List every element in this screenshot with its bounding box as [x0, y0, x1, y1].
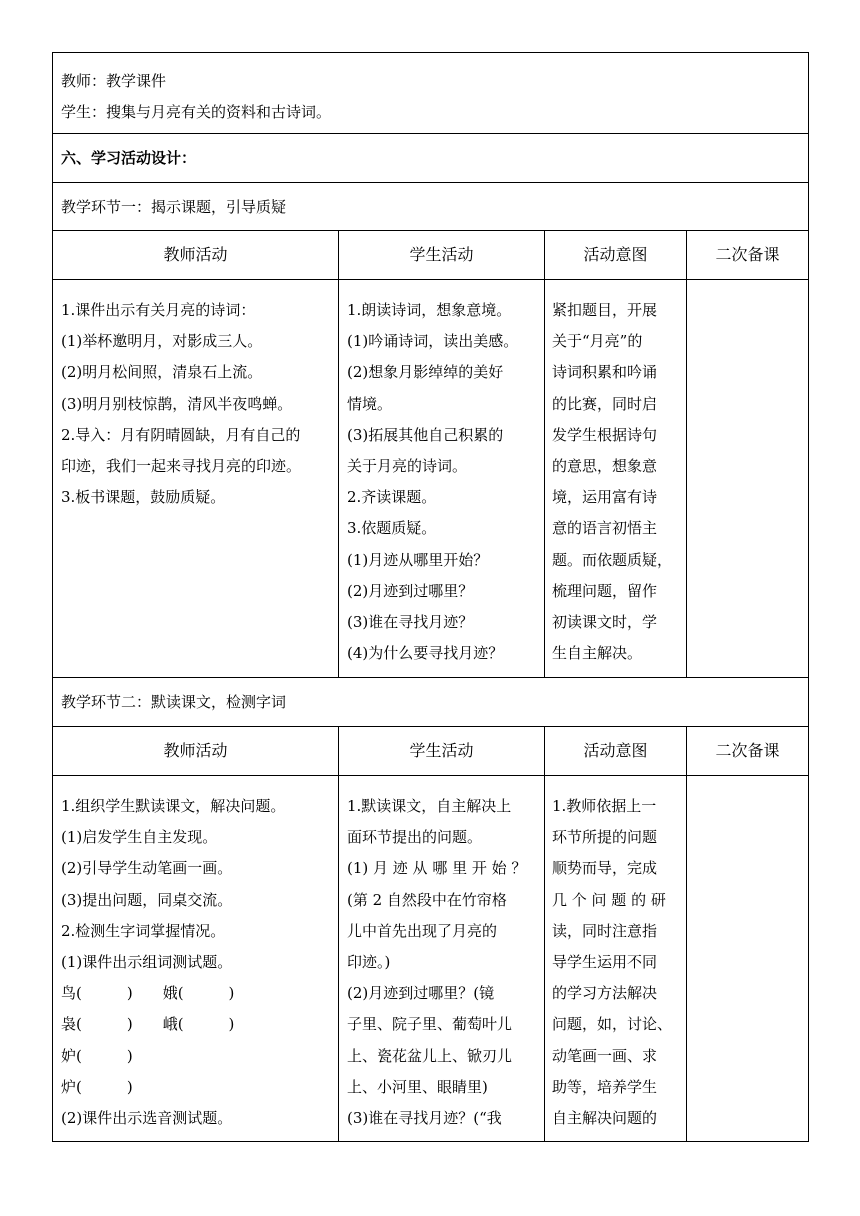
stage1-student-line: 3.依题质疑。 [347, 519, 437, 538]
stage2-student-line: (2)月迹到过哪里？(镜 [347, 984, 495, 1003]
stage1-intent-line: 紧扣题目，开展 [552, 301, 658, 319]
stage1-student-line: 情境。 [347, 394, 393, 413]
stage2-intent-line: 1.教师依据上一 [552, 797, 657, 815]
stage2-teacher-line: (1)启发学生自主发现。 [61, 828, 218, 847]
stage1-teacher-line: 2.导入：月有阴晴圆缺，月有自己的 [61, 425, 301, 444]
stage2-intent-line: 顺势而导，完成 [552, 859, 658, 878]
stage1-teacher-line: 印迹，我们一起来寻找月亮的印迹。 [61, 457, 302, 476]
stage2-second-prep-cell[interactable] [686, 776, 808, 1141]
stage2-student-line: 面环节提出的问题。 [347, 828, 483, 847]
stage1-student-line: (4)为什么要寻找月迹？ [347, 644, 504, 663]
stage1-intent-line: 初读课文时，学 [552, 613, 658, 632]
stage2-student-cell [338, 776, 544, 1141]
stage2-student-line: 1.默读课文，自主解决上 [347, 797, 512, 815]
stage2-intent-line: 导学生运用不同 [552, 953, 658, 972]
stage1-intent-line: 意的语言初悟主 [552, 519, 658, 538]
header-second-prep: 二次备课 [686, 727, 808, 775]
stage1-student-line: 关于月亮的诗词。 [347, 457, 468, 476]
stage1-intent-line: 题。而依题质疑， [552, 550, 673, 569]
stage2-teacher-line: 2.检测生字词掌握情况。 [61, 921, 226, 940]
stage1-student-line: 1.朗读诗词，想象意境。 [347, 301, 512, 319]
header-activity-intent: 活动意图 [544, 231, 686, 279]
stage2-intent-line: 环节所提的问题 [552, 828, 658, 847]
stage1-content-row [52, 279, 809, 677]
stage2-teacher-line: 妒( ) [61, 1046, 133, 1065]
stage1-intent-line: 发学生根据诗句 [552, 425, 658, 444]
stage2-teacher-line: 炉( ) [61, 1077, 133, 1096]
prep-student: 学生：搜集与月亮有关的资料和古诗词。 [61, 103, 332, 121]
stage1-title: 教学环节一：揭示课题，引导质疑 [61, 198, 287, 216]
header-teacher-activity: 教师活动 [163, 245, 228, 264]
stage2-intent-line: 读，同时注意指 [552, 921, 658, 940]
stage2-student-line: (1) 月 迹 从 哪 里 开 始 ？ [347, 859, 527, 878]
stage1-second-prep-cell[interactable] [686, 280, 808, 677]
stage1-intent-line: 生自主解决。 [552, 644, 643, 663]
header-student-activity: 学生活动 [338, 727, 544, 775]
stage2-intent-line: 的学习方法解决 [552, 984, 658, 1003]
prep-row [52, 52, 809, 133]
section-title: 六、学习活动设计： [61, 149, 197, 167]
stage1-student-line: (3)谁在寻找月迹？ [347, 613, 474, 632]
stage2-header-row [52, 726, 809, 775]
stage2-intent-line: 几 个 问 题 的 研 [552, 890, 666, 909]
stage2-teacher-line: 鸟( ) 娥( ) [61, 984, 235, 1003]
stage1-title-row [52, 182, 809, 230]
stage2-student-line: 上、瓷花盆儿上、锨刃儿 [347, 1046, 513, 1065]
stage2-student-line: (第 2 自然段中在竹帘格 [347, 890, 507, 909]
stage1-student-line: (2)月迹到过哪里？ [347, 581, 474, 600]
stage2-title: 教学环节二：默读课文，检测字词 [61, 693, 287, 711]
header-activity-intent: 活动意图 [544, 727, 686, 775]
stage2-teacher-line: (2)引导学生动笔画一画。 [61, 859, 233, 878]
stage2-teacher-line: (2)课件出示选音测试题。 [61, 1109, 233, 1128]
header-second-prep: 二次备课 [686, 231, 808, 279]
stage2-intent-line: 问题，如，讨论、 [552, 1015, 673, 1034]
stage1-intent-line: 诗词积累和吟诵 [552, 363, 658, 382]
stage2-teacher-line: 1.组织学生默读课文，解决问题。 [61, 797, 286, 815]
stage2-student-line: 上、小河里、眼睛里) [347, 1077, 488, 1096]
stage2-teacher-line: (1)课件出示组词测试题。 [61, 953, 233, 972]
stage1-intent-line: 梳理问题，留作 [552, 581, 658, 600]
stage2-intent-cell [544, 776, 686, 1141]
stage1-intent-line: 境，运用富有诗 [552, 488, 658, 507]
stage1-student-line: (1)月迹从哪里开始？ [347, 550, 489, 569]
stage1-student-line: 2.齐读课题。 [347, 488, 437, 507]
stage1-teacher-line: (1)举杯邀明月，对影成三人。 [61, 332, 263, 351]
stage2-title-row [52, 677, 809, 726]
stage1-student-cell [338, 280, 544, 677]
prep-teacher: 教师：教学课件 [61, 72, 167, 90]
stage2-teacher-line: 袅( ) 峨( ) [61, 1015, 235, 1034]
stage1-teacher-line: 3.板书课题，鼓励质疑。 [61, 488, 226, 507]
header-student-activity: 学生活动 [338, 231, 544, 279]
stage1-teacher-line: (2)明月松间照，清泉石上流。 [61, 363, 263, 382]
stage2-content-row [52, 775, 809, 1141]
stage1-intent-cell [544, 280, 686, 677]
stage2-intent-line: 自主解决问题的 [552, 1109, 658, 1128]
stage1-student-line: (1)吟诵诗词，读出美感。 [347, 332, 519, 351]
stage1-student-line: (3)拓展其他自己积累的 [347, 425, 504, 444]
stage2-intent-line: 动笔画一画、求 [552, 1046, 658, 1065]
stage2-student-line: 儿中首先出现了月亮的 [347, 921, 498, 940]
stage1-teacher-line: (3)明月别枝惊鹊，清风半夜鸣蝉。 [61, 394, 293, 413]
header-teacher-activity: 教师活动 [163, 741, 228, 760]
stage2-teacher-line: (3)提出问题，同桌交流。 [61, 890, 233, 909]
stage2-teacher-cell [53, 776, 338, 1141]
stage1-intent-line: 关于“月亮”的 [552, 332, 643, 351]
stage1-teacher-line: 1.课件出示有关月亮的诗词： [61, 301, 256, 319]
table-bottom-border [52, 1141, 809, 1142]
stage2-student-line: 子里、院子里、葡萄叶儿 [347, 1015, 513, 1034]
section-title-row [52, 133, 809, 182]
stage1-intent-line: 的意思，想象意 [552, 457, 658, 476]
stage1-student-line: (2)想象月影绰绰的美好 [347, 363, 504, 382]
stage1-teacher-cell [53, 280, 338, 677]
stage1-header-row [52, 230, 809, 279]
stage2-student-line: 印迹。) [347, 953, 391, 972]
stage2-student-line: (3)谁在寻找月迹？(“我 [347, 1109, 502, 1128]
stage2-intent-line: 助等，培养学生 [552, 1077, 658, 1096]
stage1-intent-line: 的比赛，同时启 [552, 394, 658, 413]
